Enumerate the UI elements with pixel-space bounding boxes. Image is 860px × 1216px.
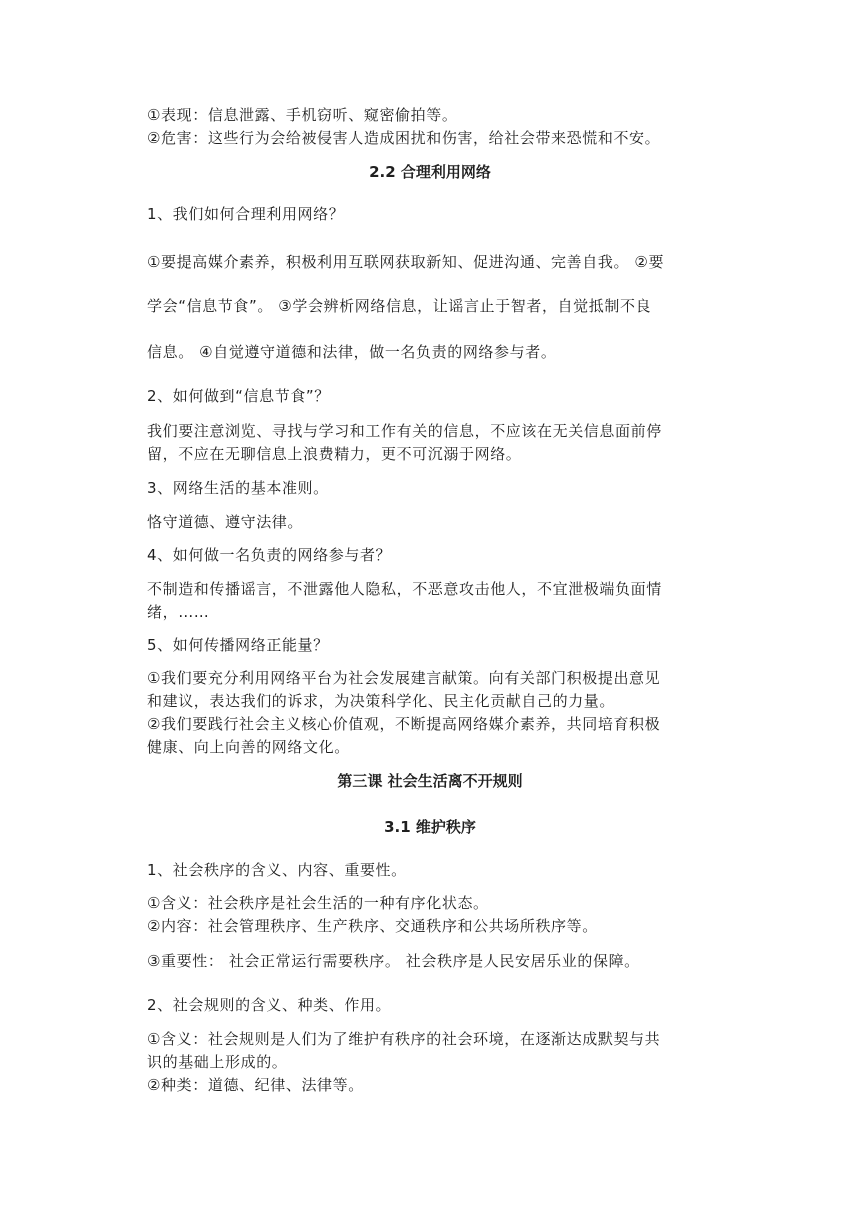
text-line: ②危害：这些行为会给被侵害人造成困扰和伤害，给社会带来恐慌和不安。 <box>147 129 661 147</box>
text-line: 和建议，表达我们的诉求，为决策科学化、民主化贡献自己的力量。 <box>147 692 616 710</box>
question-heading: 5、如何传播网络正能量？ <box>147 636 329 654</box>
question-heading: 2、如何做到“信息节食”？ <box>147 387 330 405</box>
text-line: 学会“信息节食”。 ③学会辨析网络信息，让谣言止于智者，自觉抵制不良 <box>147 297 652 315</box>
question-heading: 3、网络生活的基本准则。 <box>147 479 329 497</box>
section-heading: 2.2 合理利用网络 <box>369 163 491 181</box>
text-line: 绪，…… <box>147 603 210 621</box>
text-line: ①含义：社会秩序是社会生活的一种有序化状态。 <box>147 894 489 912</box>
question-heading: 2、社会规则的含义、种类、作用。 <box>147 996 392 1014</box>
question-heading: 1、社会秩序的含义、内容、重要性。 <box>147 861 407 879</box>
text-line: ①要提高媒介素养，积极利用互联网获取新知、促进沟通、完善自我。 ②要 <box>147 253 665 271</box>
text-line: 恪守道德、遵守法律。 <box>147 513 304 531</box>
question-heading: 1、我们如何合理利用网络？ <box>147 205 345 223</box>
text-line: 我们要注意浏览、寻找与学习和工作有关的信息，不应该在无关信息面前停 <box>147 422 662 440</box>
text-line: 健康、向上向善的网络文化。 <box>147 738 350 756</box>
text-line: ①含义：社会规则是人们为了维护有秩序的社会环境，在逐渐达成默契与共 <box>147 1030 661 1048</box>
text-line: 识的基础上形成的。 <box>147 1053 288 1071</box>
text-line: ①我们要充分利用网络平台为社会发展建言献策。向有关部门积极提出意见 <box>147 669 661 687</box>
section-heading: 3.1 维护秩序 <box>384 818 476 836</box>
question-heading: 4、如何做一名负责的网络参与者？ <box>147 546 392 564</box>
text-line: ②种类：道德、纪律、法律等。 <box>147 1076 364 1094</box>
text-line: ③重要性： 社会正常运行需要秩序。 社会秩序是人民安居乐业的保障。 <box>147 952 640 970</box>
text-line: 不制造和传播谣言，不泄露他人隐私，不恶意攻击他人，不宜泄极端负面情 <box>147 580 662 598</box>
text-line: 信息。 ④自觉遵守道德和法律，做一名负责的网络参与者。 <box>147 343 557 361</box>
text-line: ②内容：社会管理秩序、生产秩序、交通秩序和公共场所秩序等。 <box>147 917 598 935</box>
lesson-title: 第三课 社会生活离不开规则 <box>337 772 523 790</box>
text-line: ②我们要践行社会主义核心价值观，不断提高网络媒介素养，共同培育积极 <box>147 715 661 733</box>
text-line: ①表现：信息泄露、手机窃听、窥密偷拍等。 <box>147 106 458 124</box>
text-line: 留，不应在无聊信息上浪费精力，更不可沉溺于网络。 <box>147 445 522 463</box>
